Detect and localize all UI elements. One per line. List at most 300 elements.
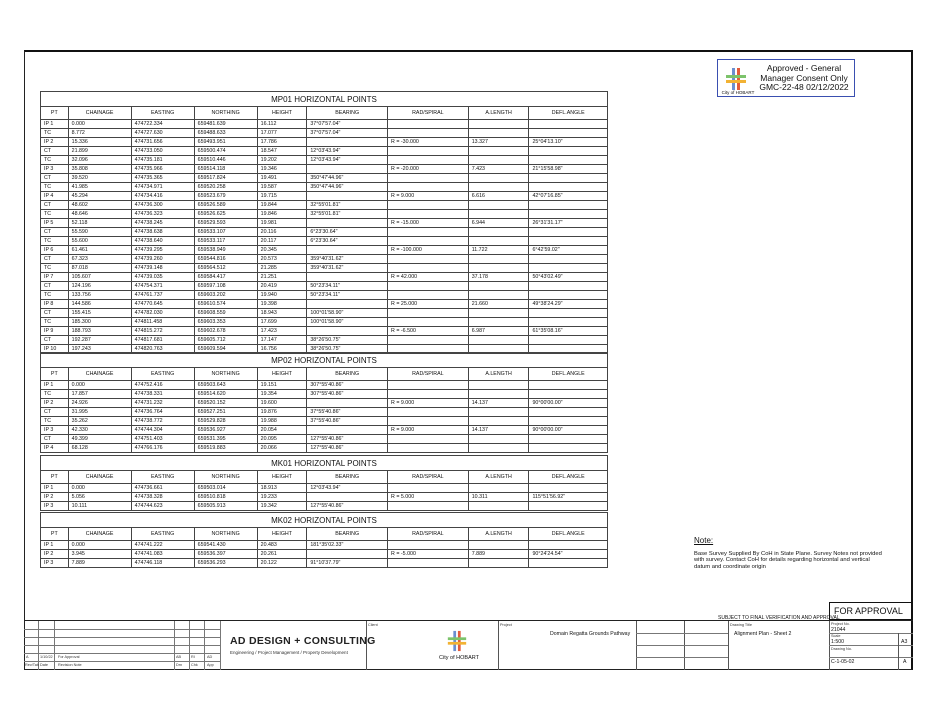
- table-cell: [388, 291, 469, 300]
- table-cell: 55.600: [68, 237, 131, 246]
- table-cell: TC: [41, 417, 69, 426]
- col-header: PT: [41, 528, 69, 541]
- table-row: [41, 183, 608, 192]
- table-cell: 474739.260: [131, 255, 194, 264]
- table-cell: 359°40'31.62": [307, 264, 388, 273]
- table-cell: 37.178: [468, 273, 529, 282]
- table-cell: [388, 318, 469, 327]
- table-cell: 17.857: [68, 390, 131, 399]
- table-cell: 50°43'02.49": [529, 273, 608, 282]
- table-cell: 659609.594: [194, 345, 257, 354]
- table-cell: 659536.293: [194, 559, 257, 568]
- table-cell: 0.000: [68, 120, 131, 129]
- table-cell: 16.756: [257, 345, 307, 354]
- table-cell: 20.483: [257, 541, 307, 550]
- rev-h5: App: [207, 663, 214, 667]
- table-cell: R = -15.000: [388, 219, 469, 228]
- table-cell: 35.262: [68, 417, 131, 426]
- subject-note: SUBJECT TO FINAL VERIFICATION AND APPROVAL: [718, 615, 840, 621]
- col-header: A.LENGTH: [468, 528, 529, 541]
- table-cell: 359°40'31.62": [307, 255, 388, 264]
- table-cell: CT: [41, 282, 69, 291]
- table-cell: 474738.331: [131, 390, 194, 399]
- table-cell: 474738.328: [131, 493, 194, 502]
- table-cell: 659597.108: [194, 282, 257, 291]
- table-cell: [529, 541, 608, 550]
- table-cell: 474741.083: [131, 550, 194, 559]
- table-cell: 659533.107: [194, 228, 257, 237]
- table-cell: [307, 300, 388, 309]
- table-cell: R = 25.000: [388, 300, 469, 309]
- table-cell: TC: [41, 129, 69, 138]
- revision-table: [24, 621, 220, 670]
- table-cell: 7.423: [468, 165, 529, 174]
- table-cell: IP 3: [41, 165, 69, 174]
- table-cell: 21.660: [468, 300, 529, 309]
- table-cell: [468, 318, 529, 327]
- table-cell: 20.573: [257, 255, 307, 264]
- table-cell: 32°55'01.81": [307, 201, 388, 210]
- table-row: [41, 246, 608, 255]
- table-cell: 659564.512: [194, 264, 257, 273]
- table-cell: 124.196: [68, 282, 131, 291]
- table-cell: 91°10'37.79": [307, 559, 388, 568]
- table-cell: [529, 444, 608, 453]
- table-cell: 0.000: [68, 484, 131, 493]
- table-cell: 659538.949: [194, 246, 257, 255]
- table-cell: 26°31'31.17": [529, 219, 608, 228]
- firm-name: AD DESIGN + CONSULTING: [230, 635, 376, 647]
- table-cell: [468, 120, 529, 129]
- table-cell: 6.944: [468, 219, 529, 228]
- table-row: [41, 201, 608, 210]
- col-header: HEIGHT: [257, 471, 307, 484]
- mp02-table: [40, 352, 608, 453]
- rev-h4: Chk: [191, 663, 198, 667]
- table-cell: 20.122: [257, 559, 307, 568]
- table-cell: [388, 156, 469, 165]
- table-cell: IP 10: [41, 345, 69, 354]
- table-cell: 474722.334: [131, 120, 194, 129]
- table-cell: 474754.371: [131, 282, 194, 291]
- table-cell: [388, 174, 469, 183]
- col-header: CHAINAGE: [68, 528, 131, 541]
- table-cell: 197.243: [68, 345, 131, 354]
- table-cell: [529, 183, 608, 192]
- table-row: [41, 417, 608, 426]
- table-cell: 14.137: [468, 399, 529, 408]
- table-cell: 41.985: [68, 183, 131, 192]
- table-cell: R = 9.000: [388, 426, 469, 435]
- table-cell: [468, 255, 529, 264]
- table-cell: 474761.737: [131, 291, 194, 300]
- table-row: [41, 192, 608, 201]
- table-cell: 10.111: [68, 502, 131, 511]
- table-row: [41, 147, 608, 156]
- col-header: BEARING: [307, 368, 388, 381]
- table-cell: CT: [41, 147, 69, 156]
- table-cell: [468, 237, 529, 246]
- table-cell: 39.520: [68, 174, 131, 183]
- rev-h3: Drn: [176, 663, 183, 667]
- table-cell: 19.846: [257, 210, 307, 219]
- table-cell: 31.995: [68, 408, 131, 417]
- table-row: [41, 219, 608, 228]
- table-cell: 350°47'44.96": [307, 174, 388, 183]
- table-cell: [529, 390, 608, 399]
- table-cell: 19.202: [257, 156, 307, 165]
- table-cell: 659527.251: [194, 408, 257, 417]
- table-cell: 474770.645: [131, 300, 194, 309]
- project-name: Domain Regatta Grounds Pathway: [550, 631, 631, 637]
- col-header: BEARING: [307, 528, 388, 541]
- table-cell: 659503.643: [194, 381, 257, 390]
- table-row: [41, 228, 608, 237]
- table-cell: [468, 282, 529, 291]
- table-row: [41, 502, 608, 511]
- table-cell: 55.590: [68, 228, 131, 237]
- table-cell: 17.147: [257, 336, 307, 345]
- table-cell: 474820.763: [131, 345, 194, 354]
- table-cell: 474751.403: [131, 435, 194, 444]
- table-cell: [529, 559, 608, 568]
- table-cell: 14.137: [468, 426, 529, 435]
- table-cell: 25°04'13.10": [529, 138, 608, 147]
- table-cell: 50°23'34.11": [307, 291, 388, 300]
- table-cell: [307, 246, 388, 255]
- table-cell: [529, 502, 608, 511]
- table-cell: 474735.966: [131, 165, 194, 174]
- table-row: [41, 165, 608, 174]
- table-cell: [307, 550, 388, 559]
- table-row: [41, 264, 608, 273]
- table-cell: [529, 210, 608, 219]
- table-cell: [388, 336, 469, 345]
- table-cell: 0.000: [68, 541, 131, 550]
- table-cell: 350°47'44.96": [307, 183, 388, 192]
- approval-stamp: [717, 59, 855, 97]
- table-cell: [388, 417, 469, 426]
- table-cell: [468, 541, 529, 550]
- table-row: [41, 237, 608, 246]
- revision: A: [903, 659, 907, 665]
- table-cell: [388, 120, 469, 129]
- table-cell: [307, 399, 388, 408]
- table-cell: 474738.772: [131, 417, 194, 426]
- table-cell: [468, 435, 529, 444]
- table-row: [41, 426, 608, 435]
- notes-heading: Note:: [694, 536, 714, 545]
- table-cell: [388, 444, 469, 453]
- table-row: [41, 336, 608, 345]
- table-cell: 659520.152: [194, 399, 257, 408]
- table-cell: [388, 228, 469, 237]
- table-cell: [529, 408, 608, 417]
- table-cell: 659531.395: [194, 435, 257, 444]
- table-cell: [529, 129, 608, 138]
- table-cell: R = -20.000: [388, 165, 469, 174]
- table-cell: 474811.458: [131, 318, 194, 327]
- table-cell: 19.342: [257, 502, 307, 511]
- table-cell: 474731.656: [131, 138, 194, 147]
- table-cell: CT: [41, 435, 69, 444]
- table-cell: 90°00'00.00": [529, 426, 608, 435]
- table-row: [41, 399, 608, 408]
- table-cell: 474744.623: [131, 502, 194, 511]
- table-cell: 19.844: [257, 201, 307, 210]
- rev-h0: Rev/Tab: [25, 663, 39, 667]
- table-cell: 35.808: [68, 165, 131, 174]
- rev-h2: Revision Note: [58, 663, 82, 667]
- table-cell: 659526.625: [194, 210, 257, 219]
- table-cell: IP 2: [41, 399, 69, 408]
- table-cell: 21.899: [68, 147, 131, 156]
- table-row: [41, 309, 608, 318]
- col-header: PT: [41, 368, 69, 381]
- table-cell: 474734.416: [131, 192, 194, 201]
- table-cell: [388, 390, 469, 399]
- table-cell: [468, 381, 529, 390]
- table-cell: [468, 129, 529, 138]
- table-cell: 50°23'34.11": [307, 282, 388, 291]
- rev-chk: RI: [191, 655, 195, 659]
- table-cell: [468, 210, 529, 219]
- col-header: PT: [41, 471, 69, 484]
- table-cell: 17.699: [257, 318, 307, 327]
- table-cell: 659584.417: [194, 273, 257, 282]
- table-cell: 42°07'16.85": [529, 192, 608, 201]
- table-cell: 474736.323: [131, 210, 194, 219]
- table-cell: 659514.620: [194, 390, 257, 399]
- table-cell: [529, 264, 608, 273]
- approval-line3: GMC-22-48 02/12/2022: [759, 82, 849, 92]
- table-cell: [529, 120, 608, 129]
- table-cell: TC: [41, 183, 69, 192]
- table-cell: 12°03'43.94": [307, 484, 388, 493]
- table-cell: 20.345: [257, 246, 307, 255]
- table-cell: [529, 282, 608, 291]
- col-header: RAD/SPIRAL: [388, 368, 469, 381]
- notes-text: Base Survey Supplied By CoH in State Plane. Survey Notes not provided with survey. Contact CoH for details regarding horizontal and vertical datum and coordinate origin: [694, 550, 882, 570]
- col-header: CHAINAGE: [68, 471, 131, 484]
- table-cell: [529, 309, 608, 318]
- table-row: [41, 129, 608, 138]
- table-cell: [388, 484, 469, 493]
- table-cell: 10.311: [468, 493, 529, 502]
- table-cell: [388, 282, 469, 291]
- col-header: HEIGHT: [257, 528, 307, 541]
- table-cell: IP 6: [41, 246, 69, 255]
- table-cell: 659529.593: [194, 219, 257, 228]
- table-cell: 17.786: [257, 138, 307, 147]
- table-cell: 8.772: [68, 129, 131, 138]
- table-cell: [388, 381, 469, 390]
- table-cell: 49.399: [68, 435, 131, 444]
- table-cell: 87.018: [68, 264, 131, 273]
- table-cell: 474817.681: [131, 336, 194, 345]
- table-cell: 90°24'24.54": [529, 550, 608, 559]
- table-cell: R = 42.000: [388, 273, 469, 282]
- table-cell: CT: [41, 201, 69, 210]
- table-cell: 20.419: [257, 282, 307, 291]
- table-cell: 32.096: [68, 156, 131, 165]
- table-cell: 24.926: [68, 399, 131, 408]
- table-cell: [388, 201, 469, 210]
- table-cell: 659605.712: [194, 336, 257, 345]
- table-cell: [529, 291, 608, 300]
- table-cell: 474727.630: [131, 129, 194, 138]
- col-header: NORTHING: [194, 368, 257, 381]
- hobart-logo-icon: [446, 630, 468, 652]
- table-cell: IP 1: [41, 381, 69, 390]
- table-cell: 659514.118: [194, 165, 257, 174]
- table-cell: [468, 390, 529, 399]
- table-cell: 474734.971: [131, 183, 194, 192]
- title-block: [24, 620, 913, 670]
- table-cell: TC: [41, 210, 69, 219]
- table-cell: [529, 417, 608, 426]
- table-cell: [307, 493, 388, 502]
- table-cell: 659608.559: [194, 309, 257, 318]
- table-cell: 3.945: [68, 550, 131, 559]
- mk02-table: [40, 512, 608, 568]
- table-cell: 17.423: [257, 327, 307, 336]
- table-cell: 659544.816: [194, 255, 257, 264]
- table-row: [41, 559, 608, 568]
- table-cell: 659493.951: [194, 138, 257, 147]
- table-cell: IP 1: [41, 120, 69, 129]
- table-cell: 21.285: [257, 264, 307, 273]
- table-cell: 659481.639: [194, 120, 257, 129]
- table-cell: 21°15'58.98": [529, 165, 608, 174]
- approval-line2: Manager Consent Only: [760, 72, 848, 83]
- table-row: [41, 156, 608, 165]
- table-cell: R = -100.000: [388, 246, 469, 255]
- table-cell: R = 5.000: [388, 493, 469, 502]
- notes-block: [694, 538, 884, 570]
- drawing-title-label: Drawing Title: [730, 623, 752, 627]
- table-cell: [388, 541, 469, 550]
- table-cell: [388, 264, 469, 273]
- table-cell: [468, 228, 529, 237]
- table-cell: [468, 309, 529, 318]
- table-cell: 6.616: [468, 192, 529, 201]
- table-cell: 19.940: [257, 291, 307, 300]
- table-cell: 6°23'30.64": [307, 228, 388, 237]
- table-cell: [468, 174, 529, 183]
- table-cell: TC: [41, 318, 69, 327]
- table-cell: 18.913: [257, 484, 307, 493]
- rev-date: 1/10/22: [40, 655, 53, 659]
- table-cell: [388, 255, 469, 264]
- sheet-size: A3: [901, 639, 908, 645]
- table-cell: 19.988: [257, 417, 307, 426]
- table-cell: IP 9: [41, 327, 69, 336]
- table-cell: IP 4: [41, 444, 69, 453]
- col-header: A.LENGTH: [468, 107, 529, 120]
- table-cell: [468, 502, 529, 511]
- table-cell: 6.987: [468, 327, 529, 336]
- table-cell: [388, 183, 469, 192]
- table-cell: 115°51'56.92": [529, 493, 608, 502]
- table-cell: [388, 435, 469, 444]
- table-cell: 659510.818: [194, 493, 257, 502]
- table-cell: 659529.828: [194, 417, 257, 426]
- table-cell: 13.327: [468, 138, 529, 147]
- table-cell: 20.261: [257, 550, 307, 559]
- table-cell: 659602.678: [194, 327, 257, 336]
- table-cell: 127°55'40.86": [307, 435, 388, 444]
- table-cell: 19.151: [257, 381, 307, 390]
- table-row: [41, 408, 608, 417]
- table-cell: 307°55'40.86": [307, 390, 388, 399]
- col-header: HEIGHT: [257, 368, 307, 381]
- table-cell: 127°55'40.86": [307, 502, 388, 511]
- col-header: RAD/SPIRAL: [388, 528, 469, 541]
- table-row: [41, 327, 608, 336]
- table-cell: 100°01'58.90": [307, 318, 388, 327]
- table-cell: 20.054: [257, 426, 307, 435]
- col-header: PT: [41, 107, 69, 120]
- table-cell: 474736.764: [131, 408, 194, 417]
- table-cell: IP 7: [41, 273, 69, 282]
- mp01-title: MP01 HORIZONTAL POINTS: [41, 92, 608, 107]
- table-row: [41, 381, 608, 390]
- col-header: EASTING: [131, 107, 194, 120]
- table-cell: 474752.416: [131, 381, 194, 390]
- table-cell: 42.330: [68, 426, 131, 435]
- table-cell: IP 1: [41, 541, 69, 550]
- table-cell: [529, 255, 608, 264]
- table-cell: [307, 219, 388, 228]
- table-cell: [307, 273, 388, 282]
- table-row: [41, 444, 608, 453]
- table-cell: 474738.638: [131, 228, 194, 237]
- col-header: BEARING: [307, 107, 388, 120]
- mk01-table: [40, 455, 608, 511]
- table-cell: 20.066: [257, 444, 307, 453]
- table-row: [41, 273, 608, 282]
- table-cell: 15.336: [68, 138, 131, 147]
- col-header: EASTING: [131, 368, 194, 381]
- table-cell: [468, 417, 529, 426]
- table-cell: R = 9.000: [388, 192, 469, 201]
- table-cell: 133.756: [68, 291, 131, 300]
- table-cell: TC: [41, 390, 69, 399]
- table-row: [41, 255, 608, 264]
- col-header: NORTHING: [194, 471, 257, 484]
- table-row: [41, 291, 608, 300]
- table-row: [41, 493, 608, 502]
- project-label: Project: [500, 623, 512, 627]
- rev-app: AD: [207, 655, 213, 659]
- table-cell: IP 3: [41, 559, 69, 568]
- table-cell: 100°01'58.90": [307, 309, 388, 318]
- table-cell: 185.300: [68, 318, 131, 327]
- table-cell: [388, 129, 469, 138]
- table-cell: [468, 444, 529, 453]
- table-cell: 67.323: [68, 255, 131, 264]
- table-cell: [307, 426, 388, 435]
- col-header: DEFL.ANGLE: [529, 471, 608, 484]
- table-cell: 20.116: [257, 228, 307, 237]
- approval-line1: Approved - General: [766, 63, 842, 73]
- table-cell: [388, 559, 469, 568]
- table-cell: 659510.446: [194, 156, 257, 165]
- col-header: HEIGHT: [257, 107, 307, 120]
- table-cell: CT: [41, 255, 69, 264]
- table-cell: 49°38'24.29": [529, 300, 608, 309]
